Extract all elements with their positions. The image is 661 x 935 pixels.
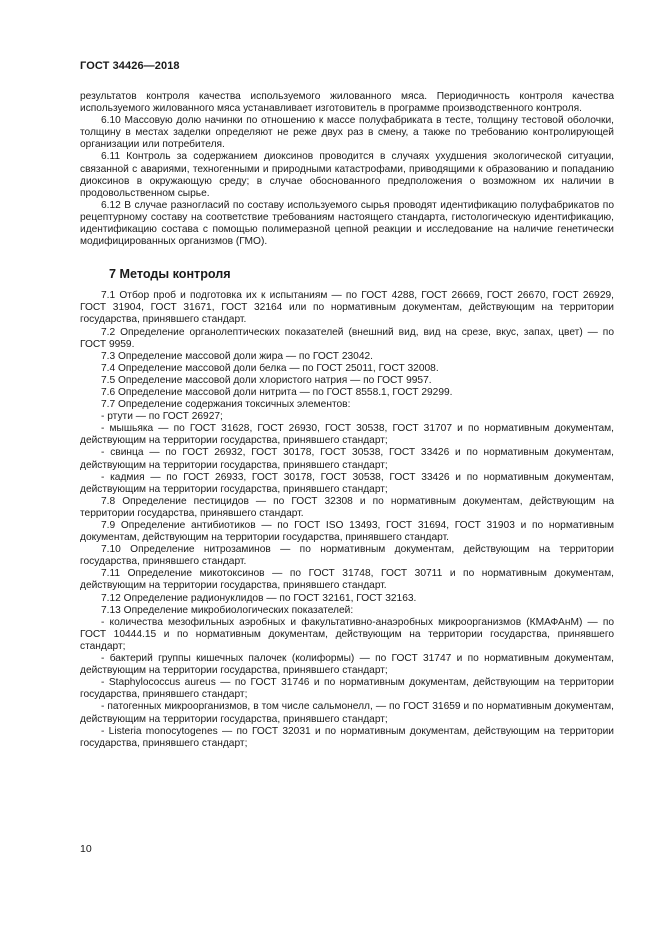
document-header: ГОСТ 34426—2018 <box>80 60 180 72</box>
paragraph-6-12: 6.12 В случае разногласий по составу используемого сырья проводят идентификацию полуфабрикатов по рецептурному составу на соответствие требованиям настоящего стандарта, гистологическую идентификацию, идентификацию состава с помощью полимеразной цепной реакции и исследование на наличие генетически модифицированных организмов (ГМО). <box>80 199 614 248</box>
paragraph-7-10: 7.10 Определение нитрозаминов — по нормативным документам, действующим на территории государства, принявшего стандарт. <box>80 544 614 568</box>
list-item-staphylococcus: - Staphylococcus aureus — по ГОСТ 31746 и по нормативным документам, действующим на территории государства, принявшего стандарт; <box>80 677 614 701</box>
list-item-arsenic: - мышьяка — по ГОСТ 31628, ГОСТ 26930, ГОСТ 30538, ГОСТ 31707 и по нормативным документам, действующим на территории государства, принявшего стандарт; <box>80 423 614 447</box>
paragraph-7-11: 7.11 Определение микотоксинов — по ГОСТ 31748, ГОСТ 30711 и по нормативным документам, действующим на территории государства, принявшего стандарт. <box>80 568 614 592</box>
list-item-coliforms: - бактерий группы кишечных палочек (колиформы) — по ГОСТ 31747 и по нормативным документам, действующим на территории государства, принявшего стандарт; <box>80 653 614 677</box>
page-body <box>80 91 614 750</box>
paragraph-7-9: 7.9 Определение антибиотиков — по ГОСТ ISO 13493, ГОСТ 31694, ГОСТ 31903 и по нормативным документам, действующим на территории государства, принявшего стандарт. <box>80 520 614 544</box>
list-item-cadmium: - кадмия — по ГОСТ 26933, ГОСТ 30178, ГОСТ 30538, ГОСТ 33426 и по нормативным документам, действующим на территории государства, принявшего стандарт; <box>80 471 614 495</box>
paragraph-6-10: 6.10 Массовую долю начинки по отношению к массе полуфабриката в тесте, толщину тестовой оболочки, толщину в местах заделки определяют не реже двух раз в смену, а также по требованию контролирующей организации или потребителя. <box>80 115 614 151</box>
paragraph-7-3: 7.3 Определение массовой доли жира — по ГОСТ 23042. <box>101 350 374 362</box>
paragraph-continuation: результатов контроля качества используемого жилованного мяса. Периодичность контроля качества используемого жилованного мяса устанавливает изготовитель в программе производственного контроля. <box>80 91 614 115</box>
list-item-kmafanm: - количества мезофильных аэробных и факультативно-анаэробных микроорганизмов (КМАФАнМ) — по ГОСТ 10444.15 и по нормативным документам, действующим на территории государства, принявшего стандарт; <box>80 616 614 652</box>
paragraph-7-7: 7.7 Определение содержания токсичных элементов: <box>101 399 351 411</box>
page-number: 10 <box>80 843 92 855</box>
paragraph-7-2: 7.2 Определение органолептических показателей (внешний вид, вид на срезе, вкус, запах, цвет) — по ГОСТ 9959. <box>80 326 614 350</box>
paragraph-7-1: 7.1 Отбор проб и подготовка их к испытаниям — по ГОСТ 4288, ГОСТ 26669, ГОСТ 26670, ГОСТ 26929, ГОСТ 31904, ГОСТ 31671, ГОСТ 32164 или по нормативным документам, действующим на территории государства, принявшего стандарт. <box>80 290 614 326</box>
paragraph-7-6: 7.6 Определение массовой доли нитрита — по ГОСТ 8558.1, ГОСТ 29299. <box>101 386 453 398</box>
paragraph-7-12: 7.12 Определение радионуклидов — по ГОСТ 32161, ГОСТ 32163. <box>101 592 417 604</box>
section-title: 7 Методы контроля <box>109 267 231 282</box>
list-item-pathogens: - патогенных микроорганизмов, в том числе сальмонелл, — по ГОСТ 31659 и по нормативным документам, действующим на территории государства, принявшего стандарт; <box>80 701 614 725</box>
list-item-mercury: - ртути — по ГОСТ 26927; <box>101 411 223 423</box>
paragraph-7-4: 7.4 Определение массовой доли белка — по ГОСТ 25011, ГОСТ 32008. <box>101 362 439 374</box>
paragraph-7-5: 7.5 Определение массовой доли хлористого натрия — по ГОСТ 9957. <box>101 374 432 386</box>
list-item-lead: - свинца — по ГОСТ 26932, ГОСТ 30178, ГОСТ 30538, ГОСТ 33426 и по нормативным документам, действующим на территории государства, принявшего стандарт; <box>80 447 614 471</box>
paragraph-7-13: 7.13 Определение микробиологических показателей: <box>101 604 354 616</box>
paragraph-7-8: 7.8 Определение пестицидов — по ГОСТ 32308 и по нормативным документам, действующим на территории государства, принявшего стандарт. <box>80 495 614 519</box>
paragraph-6-11: 6.11 Контроль за содержанием диоксинов проводится в случаях ухудшения экологической ситуации, связанной с авариями, техногенными и природными катастрофами, приводящими к образованию и попаданию диоксинов в окружающую среду; в случае обоснованного предположения о возможном их наличии в продовольственном сырье. <box>80 151 614 199</box>
list-item-listeria: - Listeria monocytogenes — по ГОСТ 32031 и по нормативным документам, действующим на территории государства, принявшего стандарт; <box>80 725 614 749</box>
